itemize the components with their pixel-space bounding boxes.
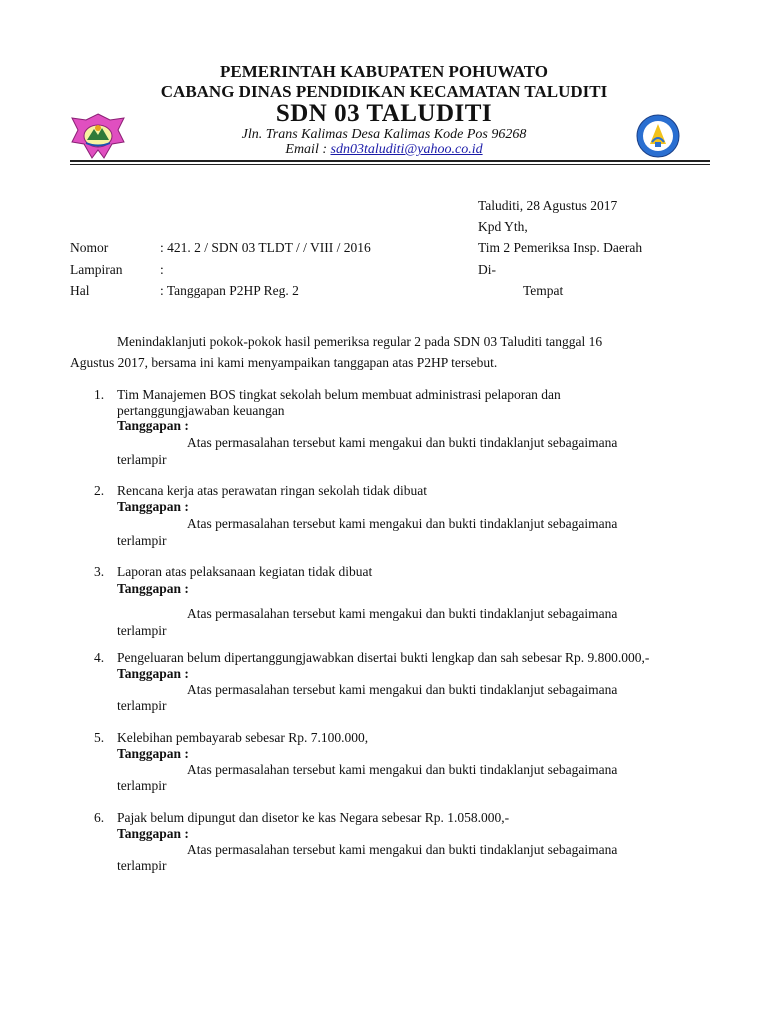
item-number: 5.: [94, 730, 105, 745]
item-number: 3.: [94, 564, 105, 579]
letterhead-school-name: SDN 03 TALUDITI: [275, 100, 493, 127]
letterhead-divider: [70, 160, 710, 165]
response-text: Atas permasalahan tersebut kami mengakui dan bukti tindaklanjut sebagaimana: [187, 682, 618, 697]
response-text-end: terlampir: [117, 698, 167, 713]
response-text-end: terlampir: [117, 778, 167, 793]
meta-label-lampiran: Lampiran: [70, 262, 123, 277]
recipient-di: Di-: [478, 262, 496, 277]
response-label: Tanggapan :: [117, 581, 189, 596]
item-number: 2.: [94, 483, 105, 498]
recipient-salutation: Kpd Yth,: [478, 219, 528, 234]
item-text: Pajak belum dipungut dan disetor ke kas Negara sebesar Rp. 1.058.000,-: [117, 810, 510, 825]
response-text: Atas permasalahan tersebut kami mengakui dan bukti tindaklanjut sebagaimana: [187, 842, 618, 857]
meta-label-hal: Hal: [70, 283, 90, 298]
email-link[interactable]: sdn03taluditi@yahoo.co.id: [330, 142, 483, 157]
recipient-name: Tim 2 Pemeriksa Insp. Daerah: [478, 240, 643, 255]
letter-date: Taluditi, 28 Agustus 2017: [478, 198, 618, 213]
response-text: Atas permasalahan tersebut kami mengakui dan bukti tindaklanjut sebagaimana: [187, 606, 618, 621]
email-label: Email :: [285, 142, 327, 157]
response-text-end: terlampir: [117, 858, 167, 873]
response-text-end: terlampir: [117, 452, 167, 467]
letterhead-government: PEMERINTAH KABUPATEN POHUWATO: [219, 62, 549, 81]
response-label: Tanggapan :: [117, 418, 189, 433]
item-text: Laporan atas pelaksanaan kegiatan tidak dibuat: [117, 564, 373, 579]
item-text-continued: pertanggungjawaban keuangan: [117, 403, 285, 418]
response-label: Tanggapan :: [117, 666, 189, 681]
letterhead-address: Jln. Trans Kalimas Desa Kalimas Kode Pos 96268: [241, 127, 527, 142]
item-text: Tim Manajemen BOS tingkat sekolah belum membuat administrasi pelaporan dan: [117, 387, 561, 402]
intro-line-2: Agustus 2017, bersama ini kami menyampaikan tanggapan atas P2HP tersebut.: [70, 355, 498, 370]
response-text-end: terlampir: [117, 623, 167, 638]
response-text: Atas permasalahan tersebut kami mengakui dan bukti tindaklanjut sebagaimana: [187, 516, 618, 531]
tut-wuri-handayani-emblem-icon: [630, 112, 686, 160]
item-text: Pengeluaran belum dipertanggungjawabkan disertai bukti lengkap dan sah sebesar Rp. 9.800.000,-: [117, 650, 650, 665]
pohuwato-regency-emblem-icon: [70, 112, 126, 160]
response-label: Tanggapan :: [117, 746, 189, 761]
item-text: Rencana kerja atas perawatan ringan sekolah tidak dibuat: [117, 483, 427, 498]
item-number: 6.: [94, 810, 105, 825]
meta-label-nomor: Nomor: [70, 240, 109, 255]
intro-line-1: Menindaklanjuti pokok-pokok hasil pemeriksa regular 2 pada SDN 03 Taluditi tanggal 16: [117, 334, 603, 349]
meta-value-hal: : Tanggapan P2HP Reg. 2: [160, 283, 299, 298]
recipient-place: Tempat: [523, 283, 564, 298]
letterhead-department: CABANG DINAS PENDIDIKAN KECAMATAN TALUDITI: [160, 82, 608, 101]
item-number: 1.: [94, 387, 105, 402]
response-text-end: terlampir: [117, 533, 167, 548]
item-text: Kelebihan pembayarab sebesar Rp. 7.100.000,: [117, 730, 369, 745]
response-label: Tanggapan :: [117, 826, 189, 841]
response-text: Atas permasalahan tersebut kami mengakui dan bukti tindaklanjut sebagaimana: [187, 762, 618, 777]
meta-value-lampiran: :: [160, 262, 164, 277]
item-number: 4.: [94, 650, 105, 665]
meta-value-nomor: : 421. 2 / SDN 03 TLDT / / VIII / 2016: [160, 240, 371, 255]
response-text: Atas permasalahan tersebut kami mengakui dan bukti tindaklanjut sebagaimana: [187, 435, 618, 450]
response-label: Tanggapan :: [117, 499, 189, 514]
